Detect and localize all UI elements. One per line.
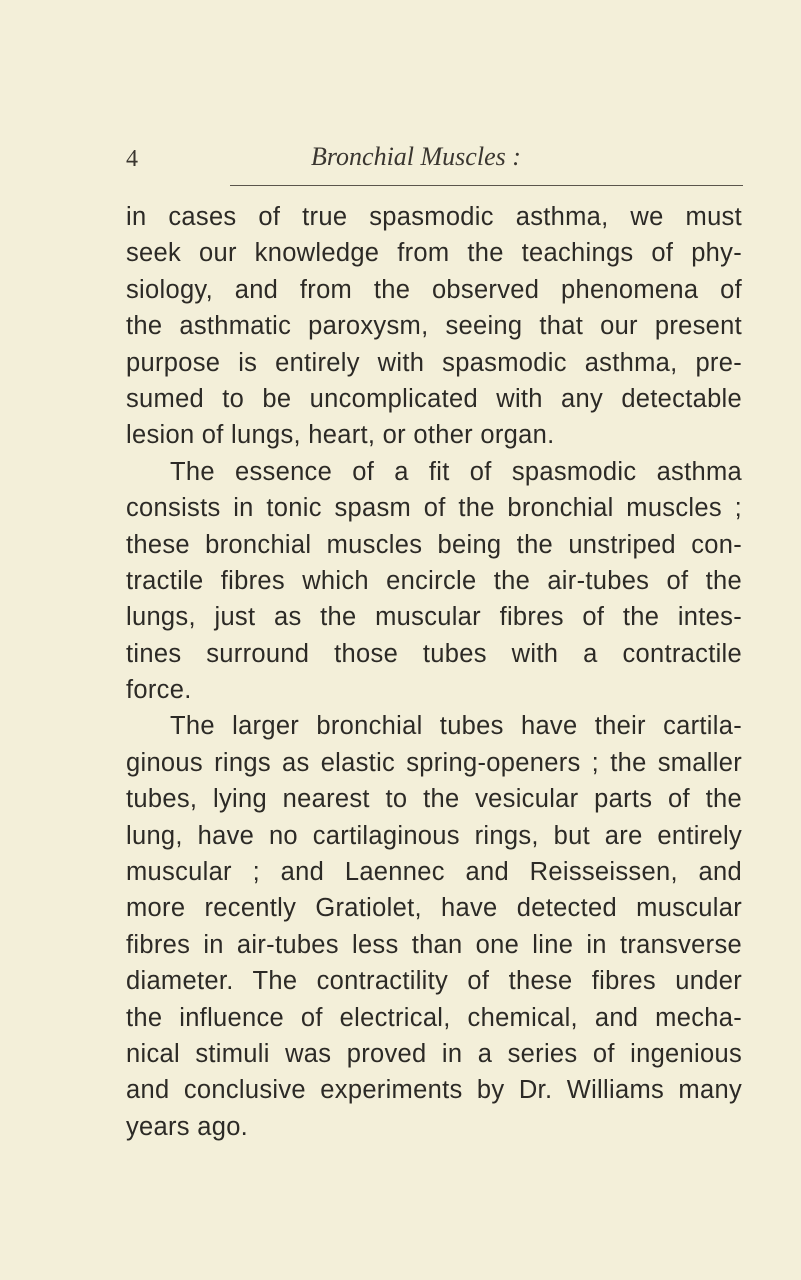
text-line: purpose is entirely with spasmodic asthma, pre- — [126, 348, 742, 377]
text-line: muscular ; and Laennec and Reisseissen, and — [126, 858, 742, 887]
text-line: lesion of lungs, heart, or other organ. — [126, 421, 555, 450]
text-line: ginous rings as elastic spring-openers ; the smaller — [126, 748, 742, 777]
text-line: consists in tonic spasm of the bronchial muscles ; — [126, 494, 742, 523]
text-line: fibres in air-tubes less than one line in transverse — [126, 930, 742, 959]
text-line: siology, and from the observed phenomena of — [126, 275, 742, 304]
text-line: The essence of a fit of spasmodic asthma — [170, 457, 742, 486]
text-line: sumed to be uncomplicated with any detectable — [126, 384, 742, 413]
text-line: seek our knowledge from the teachings of phy- — [126, 239, 742, 268]
text-line: The larger bronchial tubes have their cartila- — [170, 712, 742, 741]
header-rule — [230, 185, 743, 186]
text-line: these bronchial muscles being the unstriped con- — [126, 530, 742, 559]
text-line: the asthmatic paroxysm, seeing that our present — [126, 312, 742, 341]
text-line: the influence of electrical, chemical, and mecha- — [126, 1003, 742, 1032]
text-line: tubes, lying nearest to the vesicular parts of the — [126, 785, 742, 814]
text-line: tractile fibres which encircle the air-tubes of the — [126, 566, 742, 595]
text-line: lung, have no cartilaginous rings, but are entirely — [126, 821, 742, 850]
body-text — [126, 199, 742, 1145]
text-line: years ago. — [126, 1112, 249, 1141]
page-header — [126, 142, 741, 186]
text-line: more recently Gratiolet, have detected muscular — [126, 894, 742, 923]
text-line: tines surround those tubes with a contractile — [126, 639, 742, 668]
text-line: in cases of true spasmodic asthma, we must — [126, 203, 742, 231]
page-number: 4 — [126, 146, 138, 172]
text-line: lungs, just as the muscular fibres of the intes- — [126, 603, 742, 632]
text-line: nical stimuli was proved in a series of ingenious — [126, 1039, 742, 1068]
text-line: diameter. The contractility of these fibres under — [126, 967, 742, 996]
text-line: force. — [126, 676, 192, 705]
text-line: and conclusive experiments by Dr. Williams many — [126, 1076, 742, 1105]
running-head: Bronchial Muscles : — [311, 142, 521, 171]
